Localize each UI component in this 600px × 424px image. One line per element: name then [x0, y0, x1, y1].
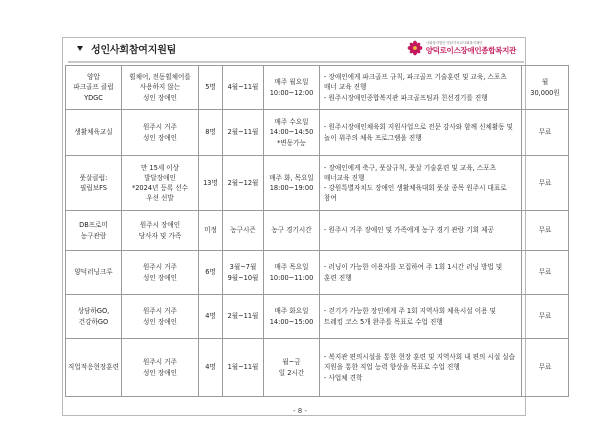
program-description: - 원주시 거주 장애인 및 가족에게 농구 경기 관람 기회 제공 — [320, 211, 522, 251]
program-time: 매주 월요일 10:00~12:00 — [264, 66, 320, 110]
table-row — [66, 251, 569, 295]
table-row — [66, 295, 569, 339]
program-period: 4월~11월 — [223, 66, 264, 110]
page-number: - 8 - — [293, 407, 307, 415]
program-description: - 장애인에게 파크골프 규칙, 파크골프 기술훈련 및 교육, 스포츠 매너 교육 진행 - 원주시장애인종합복지관 파크골프팀과 친선경기를 진행 — [320, 66, 522, 110]
triangle-down-icon — [77, 46, 83, 51]
table-row — [66, 339, 569, 397]
program-name: 상담하GO, 건강하GO — [66, 295, 122, 339]
program-fee: 무료 — [522, 251, 569, 295]
table-row — [66, 156, 569, 211]
program-fee: 무료 — [522, 339, 569, 397]
program-count: 13명 — [199, 156, 223, 211]
program-count: 6명 — [199, 251, 223, 295]
program-fee: 무료 — [522, 295, 569, 339]
program-name: 생활체육교실 — [66, 110, 122, 156]
flower-logo-icon — [407, 40, 423, 56]
program-count: 4명 — [199, 295, 223, 339]
section-title: 성인사회참여지원팀 — [91, 45, 177, 56]
program-name: 직업적응현장훈련 — [66, 339, 122, 397]
program-count: 5명 — [199, 66, 223, 110]
program-name: 풋살클럽: 필립보FS — [66, 156, 122, 211]
program-period: 2월~12월 — [223, 156, 264, 211]
section-header — [68, 36, 524, 63]
logo-subtitle: 사회복지법인 영남기독교사회복지재단 — [425, 41, 483, 45]
program-table — [65, 65, 569, 397]
table-row — [66, 211, 569, 251]
program-fee: 무료 — [522, 211, 569, 251]
program-fee: 월 30,000원 — [522, 66, 569, 110]
logo-name: 양덕로이스장애인종합복지관 — [425, 45, 516, 55]
program-description: - 러닝이 가능한 이용자를 모집하여 주 1회 1시간 러닝 방법 및 훈련 진행 — [320, 251, 522, 295]
program-time: 농구 경기시간 — [264, 211, 320, 251]
program-time: 매주 화요일 14:00~15:00 — [264, 295, 320, 339]
program-period: 2월~11월 — [223, 295, 264, 339]
program-target: 휠체어, 전동휠체어를 사용하지 않는 성인 장애인 — [122, 66, 199, 110]
program-name: 양압 파크골프 클럽 YDGC — [66, 66, 122, 110]
program-description: - 걷기가 가능한 장인에게 주 1회 지역사회 체육시설 이용 및 트레킹 코스 5개 완주를 목표로 수업 진행 — [320, 295, 522, 339]
organization-logo — [407, 40, 516, 56]
program-period: 2월~11월 — [223, 110, 264, 156]
program-fee: 무료 — [522, 156, 569, 211]
program-time: 매주 화, 목요일 18:00~19:00 — [264, 156, 320, 211]
program-period: 농구시즌 — [223, 211, 264, 251]
program-time: 매주 수요일 14:00~14:50 *변동가능 — [264, 110, 320, 156]
program-description: - 원주시장애인체육회 지원사업으로 전문 강사와 함께 신체활동 및 놀이 위주의 체육 프로그램을 진행 — [320, 110, 522, 156]
program-name: DB프로미 농구관람 — [66, 211, 122, 251]
program-name: 양덕러닝크루 — [66, 251, 122, 295]
program-description: - 복지관 편의시설을 통한 현장 훈련 및 지역사회 내 편의 시설 실습 지원을 통한 직업 능력 향상을 목표로 수업 진행 - 사업체 견학 — [320, 339, 522, 397]
program-target: 원주시 거주 성인 장애인 — [122, 339, 199, 397]
program-time: 매주 목요일 10:00~11:00 — [264, 251, 320, 295]
program-target: 원주시 거주 성인 장애인 — [122, 295, 199, 339]
table-row — [66, 66, 569, 110]
program-count: 미정 — [199, 211, 223, 251]
program-period: 1월~11월 — [223, 339, 264, 397]
table-row — [66, 110, 569, 156]
program-count: 8명 — [199, 110, 223, 156]
program-target: 만 15세 이상 발달장애인 *2024년 등록 선수 우선 선발 — [122, 156, 199, 211]
program-description: - 장애인에게 축구, 풋살규칙, 풋살 기술훈련 및 교육, 스포츠 매너교육 진행 - 강원특별자치도 장애인 생활체육대회 풋살 종목 원주시 대표로 참여 — [320, 156, 522, 211]
program-target: 원주시 거주 성인 장애인 — [122, 251, 199, 295]
program-target: 원주시 거주 성인 장애인 — [122, 110, 199, 156]
program-fee: 무료 — [522, 110, 569, 156]
program-target: 원주시 장애인 당사자 및 가족 — [122, 211, 199, 251]
program-period: 3월~7월 9월~10월 — [223, 251, 264, 295]
program-time: 월~금 일 2시간 — [264, 339, 320, 397]
program-count: 4명 — [199, 339, 223, 397]
